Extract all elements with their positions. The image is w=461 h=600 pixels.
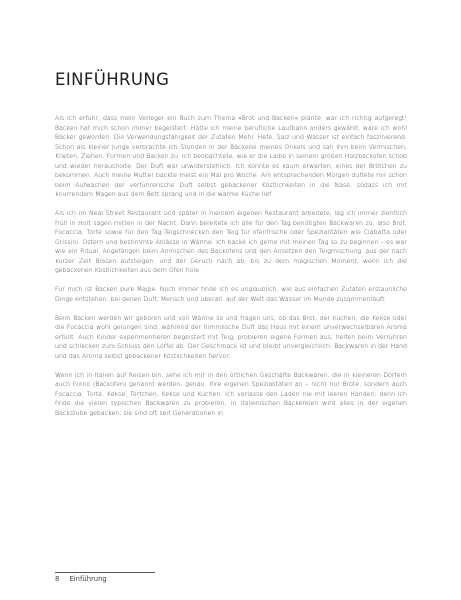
page-number: 8 — [55, 575, 60, 583]
paragraph: Für mich ist Backen pure Magie. Noch immer finde ich es unglaublich, wie aus einfachen Zutaten erstaunliche Dinge entstehen, bei denen Duft, Mensch und überall, auf der Welt das Wasser im Munde zusammenläuft. — [55, 286, 407, 303]
running-footer-label: Einführung — [69, 575, 107, 583]
page-footer — [55, 575, 107, 583]
paragraph: Beim Backen werden wir geboren und voll Wärme so und fragen uns, ob das Brot, der Kuchen, die Kekse oder die Focaccia wohl gelungen sind, während der himmlische Duft das Haus mit einem unverwechselbaren Aroma erfüllt. Auch Kinder experimentieren begeistert mit Teig, probieren eigene Formen aus, helfen beim Verrühren und schlecken zum Schluss den Löffel ab. Der Geschmack ist und bleibt unvergleichlich: Backwaren in der Hand und das Aroma selbst gebackener Köstlichkeiten hervor. — [55, 314, 407, 360]
body-text — [55, 114, 407, 424]
paragraph: Wenn ich in Italien auf Reisen bin, sehe ich mir in den örtlichen Geschäfte Backwaren, die in kleineren Dörfern auch Forno (Backofen) genannt werden, genau. Ihre eigenen Spezialitäten an – nicht nur Brote, sondern auch Focaccia, Torte, Kekse, Törtchen, Kekse und Kuchen. Ich verlasse den Laden nie mit leeren Händen; denn ich finde die vielen typischen Backwaren zu probieren, in italienischen Bäckereien wird alles in der eigenen Backstube gebacken; sie sind oft seit Generationen in — [55, 371, 407, 417]
footer-rule — [55, 572, 155, 573]
paragraph: Als ich erfuhr, dass mein Verleger ein Buch zum Thema »Brot und Backen« plante, war ich richtig aufgeregt! Backen hat mich schon immer begeistert. Hätte ich meine berufliche Laufbahn anders gewählt, wäre ich wohl Bäcker geworden. Die Verwendungsfähigkeit der Zutaten Mehl, Hefe, Salz und Wasser ist einfach faszinierend. Schon als kleiner Junge verbrachte ich Stunden in der Bäckerei meines Onkels und sah ihm beim Vermischen, Kneten, Ziehen, Formen und Backen zu. Ich beobachtete, wie er die Laibe in seinem großen Holzbackofen schob und wieder herausholte. Der Duft war unwiderstehlich. Ich konnte es kaum erwarten, eines der Brötchen zu bekommen. Auch meine Mutter backte meist ein Mal pro Woche. Am entsprechenden Morgen duftete mir schon beim Aufwachen der verführerische Duft selbst gebackener Köstlichkeiten in die Nase, sodass ich mit knurrendem Magen aus dem Bett sprang und in die warme Küche lief. — [55, 115, 407, 198]
paragraph: Als ich im Neal Street Restaurant und später in meinem eigenen Restaurant arbeitete, lag ich immer zientlich früh in Holt sagen mitten in der Nacht. Dann bereitete ich alle für den Tag benötigten Backwaren zu: also Brot, Focaccia, Torte sowie für den Tag Teigschnecken den Teig für ofenfrische oder Spezialitäten wie Ciabatta oder Grissini. Ostern und bestimmte Anlässe in Wärme. Ich backe ich gerne mit meinen Tag so zu beginnen – es war wie ein Ritual. Angefangen beim Anmischen des Backofens und den Ansetzen den Teigmischung, aus der nach kurzer Zeit Blasen aufsteigen, und der Geruch nach ab, bis zu dem magischen Moment, wenn ich die gebackenen Köstlichkeiten aus dem Ofen hole. — [55, 210, 407, 274]
chapter-title: EINFÜHRUNG — [55, 70, 170, 90]
